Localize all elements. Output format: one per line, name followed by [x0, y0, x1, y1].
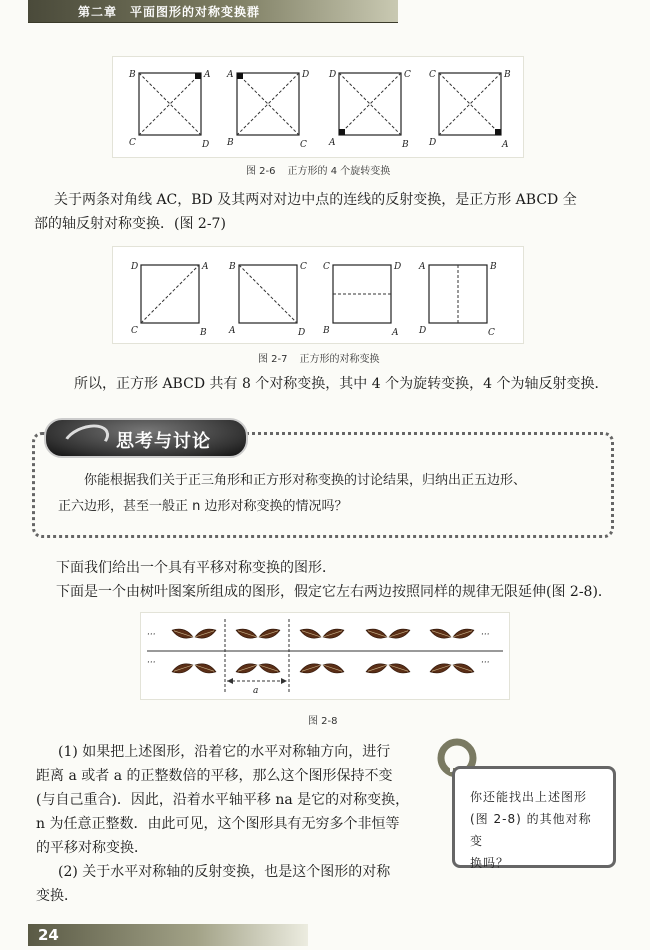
reflection-square-3-vertex-br: A	[392, 328, 399, 338]
sidenote-line-2: (图 2-8) 的其他对称变	[470, 812, 592, 848]
symmetry-axis	[141, 265, 199, 323]
figure-2-6-number: 图 2-6	[246, 166, 276, 177]
ellipsis-left-bottom: ···	[147, 658, 156, 668]
leaf-14	[388, 626, 411, 640]
discussion-badge-label: 思考与讨论	[116, 431, 211, 452]
arrow-head-left	[227, 678, 233, 684]
reflection-square-1	[130, 262, 209, 338]
rotation-square-4-vertex-tr: B	[504, 70, 511, 80]
ellipsis-right-bottom: ···	[481, 658, 490, 668]
rotation-square-4-vertex-br: A	[502, 140, 509, 150]
figure-2-6-caption	[246, 162, 402, 177]
sidenote-text	[470, 786, 600, 874]
leaf-3	[171, 661, 194, 675]
figure-2-8-caption: 图 2-8	[308, 716, 338, 727]
figure-2-8-diagram	[141, 613, 509, 699]
sidenote-line-3: 换吗？	[470, 856, 510, 870]
leaf-18	[452, 626, 475, 640]
leaf-8	[258, 661, 281, 675]
leaf-10	[322, 626, 345, 640]
rotation-square-2-vertex-tl: A	[227, 70, 234, 80]
corner-marker	[339, 129, 345, 135]
page-number-bar	[28, 924, 308, 946]
discussion-text	[58, 468, 598, 520]
reflection-square-4-vertex-br: C	[488, 328, 495, 338]
symmetry-axis	[239, 265, 297, 323]
reflection-square-2-vertex-tl: B	[229, 262, 236, 272]
chapter-title: 第二章 平面图形的对称变换群	[78, 5, 261, 19]
reflection-square-1-vertex-tl: D	[131, 262, 139, 272]
figure-2-7-number: 图 2-7	[258, 354, 288, 365]
arrow-head-right	[281, 678, 287, 684]
reflection-square-2-vertex-br: D	[298, 328, 306, 338]
figure-2-6	[112, 56, 524, 158]
translation-intro-line-1: 下面我们给出一个具有平移对称变换的图形．	[56, 560, 336, 576]
corner-marker	[495, 129, 501, 135]
rotation-square-1	[128, 70, 211, 150]
leaf-6	[258, 626, 281, 640]
reflection-square-3-vertex-tl: C	[323, 262, 330, 272]
leaf-15	[365, 661, 388, 675]
analysis-line-4: n 为任意正整数．由此可见，这个图形具有无穷多个非恒等	[36, 816, 400, 832]
corner-marker	[237, 73, 243, 79]
sidenote-line-1: 你还能找出上述图形	[470, 790, 588, 804]
rotation-square-4	[428, 70, 511, 150]
leaf-4	[194, 661, 217, 675]
reflection-square-3	[322, 262, 401, 338]
translation-intro-line-2: 下面是一个由树叶图案所组成的图形，假定它左右两边按照同样的规律无限延伸(图 2-8)．	[56, 584, 612, 600]
analysis-line-7: 变换．	[36, 888, 78, 904]
leaf-19	[429, 661, 452, 675]
leaf-7	[235, 661, 258, 675]
leaf-1	[171, 626, 194, 640]
swirl-icon	[59, 419, 114, 462]
rotation-square-2-vertex-br: C	[300, 140, 307, 150]
reflection-square-1-vertex-tr: A	[202, 262, 209, 272]
period-label: a	[253, 686, 259, 696]
leaf-17	[429, 626, 452, 640]
ellipsis-right-top: ···	[481, 630, 490, 640]
ellipsis-left-top: ···	[147, 630, 156, 640]
figure-2-6-diagram	[113, 57, 523, 157]
reflection-square-3-vertex-tr: D	[394, 262, 402, 272]
analysis-line-5: 的平移对称变换．	[36, 840, 148, 856]
reflection-square-1-vertex-bl: C	[131, 326, 138, 336]
reflection-square-2	[228, 262, 307, 338]
discussion-line-1: 你能根据我们关于正三角形和正方形对称变换的讨论结果，归纳出正五边形、	[84, 473, 527, 488]
rotation-square-1-vertex-tr: A	[204, 70, 211, 80]
paragraph-translation-intro	[56, 556, 636, 604]
rotation-square-3	[328, 70, 411, 150]
paragraph-summary: 所以，正方形 ABCD 共有 8 个对称变换，其中 4 个为旋转变换，4 个为轴反射变换．	[74, 376, 609, 392]
discussion-line-2: 正六边形，甚至一般正 n 边形对称变换的情况吗？	[58, 499, 348, 514]
chapter-header	[28, 0, 398, 23]
paragraph-reflection-line-1: 关于两条对角线 AC，BD 及其两对对边中点的连线的反射变换，是正方形 ABCD 全	[54, 192, 577, 208]
figure-2-7	[112, 246, 524, 344]
reflection-square-4-vertex-bl: D	[419, 326, 427, 336]
figure-2-6-title: 正方形的 4 个旋转变换	[287, 166, 391, 177]
rotation-square-2-vertex-bl: B	[227, 138, 234, 148]
leaf-20	[452, 661, 475, 675]
leaf-5	[235, 626, 258, 640]
analysis-line-6: (2) 关于水平对称轴的反射变换，也是这个图形的对称	[58, 864, 391, 880]
rotation-square-3-vertex-tr: C	[404, 70, 411, 80]
analysis-line-1: (1) 如果把上述图形，沿着它的水平对称轴方向，进行	[58, 744, 391, 760]
leaf-16	[388, 661, 411, 675]
leaf-9	[299, 626, 322, 640]
figure-2-8	[140, 612, 510, 700]
figure-2-7-diagram	[113, 247, 523, 343]
paragraph-translation-analysis	[36, 740, 436, 908]
rotation-square-4-vertex-tl: C	[429, 70, 436, 80]
rotation-square-2-vertex-tr: D	[302, 70, 310, 80]
corner-marker	[195, 73, 201, 79]
figure-2-7-caption	[258, 350, 392, 365]
reflection-square-4	[418, 262, 497, 338]
leaf-13	[365, 626, 388, 640]
rotation-square-4-vertex-bl: D	[429, 138, 437, 148]
reflection-square-3-vertex-bl: B	[323, 326, 330, 336]
reflection-square-2-vertex-tr: C	[300, 262, 307, 272]
rotation-square-1-vertex-bl: C	[129, 138, 136, 148]
rotation-square-3-vertex-br: B	[402, 140, 409, 150]
reflection-square-4-vertex-tr: B	[490, 262, 497, 272]
leaf-11	[299, 661, 322, 675]
analysis-line-3: (与自己重合)．因此，沿着水平轴平移 na 是它的对称变换，	[36, 792, 410, 808]
leaf-12	[322, 661, 345, 675]
rotation-square-3-vertex-tl: D	[329, 70, 337, 80]
analysis-line-2: 距离 a 或者 a 的正整数倍的平移，那么这个图形保持不变	[36, 768, 393, 784]
reflection-square-1-vertex-br: B	[200, 328, 207, 338]
reflection-square-2-vertex-bl: A	[229, 326, 236, 336]
rotation-square-2	[226, 70, 309, 150]
page-number: 24	[38, 926, 59, 944]
rotation-square-1-vertex-tl: B	[129, 70, 136, 80]
rotation-square-1-vertex-br: D	[202, 140, 210, 150]
reflection-square-4-vertex-tl: A	[419, 262, 426, 272]
figure-2-7-title: 正方形的对称变换	[299, 354, 380, 365]
rotation-square-3-vertex-bl: A	[329, 138, 336, 148]
discussion-badge	[44, 418, 248, 458]
paragraph-reflection	[34, 188, 624, 236]
leaf-2	[194, 626, 217, 640]
paragraph-reflection-line-2: 部的轴反射对称变换．(图 2-7)	[34, 216, 226, 232]
